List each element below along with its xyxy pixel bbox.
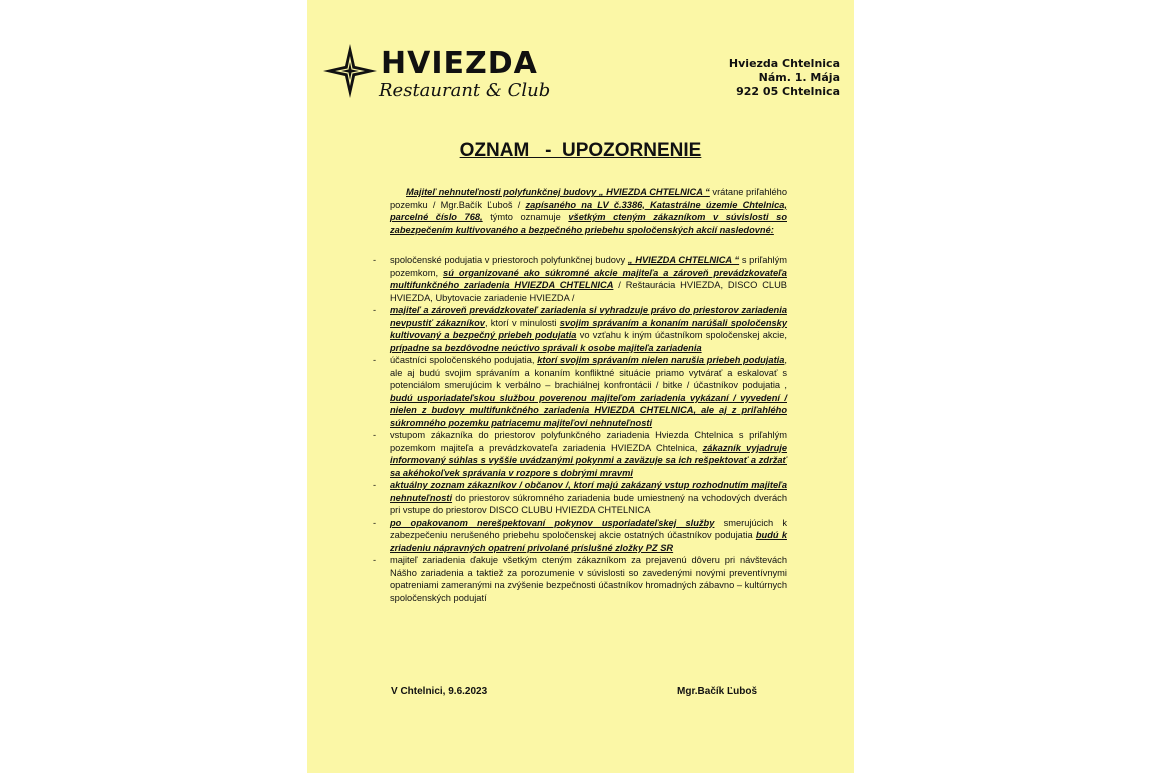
logo-subtitle: Restaurant & Club	[379, 80, 551, 101]
emphasized-text: Majiteľ nehnuteľnosti polyfunkčnej budovy „ HVIEZDA CHTELNICA “	[406, 187, 710, 197]
address-block	[729, 57, 840, 99]
list-item	[390, 354, 787, 429]
body-text: smerujúcich k zabezpečeniu nerušeného priebehu spoločenskej akcie ostatných účastníkov podujatia	[390, 517, 787, 540]
notice-list	[390, 254, 787, 604]
notice-body	[390, 186, 787, 604]
emphasized-text: „ HVIEZDA CHTELNICA “	[627, 255, 740, 265]
emphasized-text: prípadne sa bezdôvodne neúctivo správali k osobe majiteľa zariadenia	[390, 342, 702, 353]
emphasized-text: všetkým cteným zákazníkom v súvislosti so zabezpečením kultivovaného a bezpečného priebehu spoločenských akcií nasledovné:	[390, 212, 787, 235]
address-line: Hviezda Chtelnica	[728, 57, 840, 70]
emphasized-text: zapísaného na LV č.3386, Katastrálne územie Chtelnica, parcelné číslo 768,	[390, 199, 788, 222]
intro-paragraph	[390, 186, 787, 236]
document-page	[307, 0, 854, 773]
address-line: 922 05 Chtelnica	[736, 85, 840, 98]
notice-title: OZNAM - UPOZORNENIE	[459, 140, 702, 161]
body-text: vo vzťahu k iným účastníkom spoločenskej akcie,	[576, 330, 788, 340]
emphasized-text: svojim správaním a konaním narúšali spoločensky kultivovaný a bezpečný priebeh podujatia	[390, 317, 788, 340]
signature: Mgr.Bačík Ľuboš	[677, 686, 758, 697]
body-text: / Reštaurácia HVIEZDA, DISCO CLUB HVIEZDA, Ubytovacie zariadenie HVIEZDA /	[390, 280, 787, 303]
body-text: vrátane priľahlého pozemku / Mgr.Bačík Ľuboš /	[390, 187, 788, 210]
body-text: týmto oznamuje	[482, 212, 569, 222]
body-text: vstupom zákazníka do priestorov polyfunkčného zariadenia Hviezda Chtelnica s priľahlým pozemkom majiteľa a prevádzkovateľa zariadenia HVIEZDA Chtelnica,	[390, 430, 787, 453]
emphasized-text: ktorí svojim správaním nielen narušia priebeh podujatia	[537, 355, 785, 365]
emphasized-text: aktuálny zoznam zákazníkov / občanov /, ktorí majú zakázaný vstup rozhodnutím majiteľa nehnuteľnosti	[390, 480, 787, 503]
emphasized-text: zákazník vyjadruje informovaný súhlas s vyššie uvádzanými pokynmi a zaväzuje sa ich rešpektovať a zdržať sa akéhokoľvek správania v rozpore s dobrými mravmi	[390, 442, 788, 478]
emphasized-text: majiteľ a zároveň prevádzkovateľ zariadenia si vyhradzuje právo do priestorov zariadenia nevpustiť zákazníkov	[390, 305, 787, 328]
body-text: účastníci spoločenského podujatia,	[390, 355, 538, 365]
body-text: , ale aj budú svojim správaním a konaním konfliktné situácie priamo vytvárať a eskalovať s potenciálom smerujúcim k verbálno – brachiálnej konfrontácii / bitke / účastníkov podujatia ,	[390, 355, 788, 390]
body-text: , ktorí v minulosti	[484, 317, 560, 328]
star-icon	[321, 42, 379, 100]
address-line: Nám. 1. Mája	[758, 71, 840, 84]
logo	[321, 42, 581, 108]
body-text: do priestorov súkromného zariadenia bude umiestnený na vchodových dverách pri vstupe do priestorov DISCO CLUBU HVIEZDA CHTELNICA	[390, 492, 787, 515]
body-text: s priľahlým pozemkom,	[390, 255, 788, 278]
list-item	[390, 429, 787, 479]
logo-name: HVIEZDA	[381, 46, 538, 81]
list-item	[390, 517, 787, 555]
list-item	[390, 479, 787, 517]
emphasized-text: budú k zriadeniu nápravných opatrení privolané príslušné zložky PZ SR	[390, 530, 787, 553]
emphasized-text: po opakovanom nerešpektovaní pokynov usporiadateľskej služby	[390, 517, 715, 528]
emphasized-text: sú organizované ako súkromné akcie majiteľa a zároveň prevádzkovateľa multifunkčného zariadenia HVIEZDA CHTELNICA	[390, 267, 787, 290]
emphasized-text: budú usporiadateľskou službou poverenou majiteľom zariadenia vykázaní / vyvedení / nielen z budovy multifunkčného zariadenia HVIEZDA CHTELNICA, ale aj z priľahlého súkromného pozemku patriacemu majiteľovi nehnuteľnosti	[390, 392, 787, 428]
body-text: spoločenské podujatia v priestoroch polyfunkčnej budovy	[390, 255, 628, 265]
place-date: V Chtelnici, 9.6.2023	[391, 686, 488, 697]
list-item	[390, 254, 787, 304]
body-text: majiteľ zariadenia ďakuje všetkým cteným zákazníkom za prejavenú dôveru pri návštevách Nášho zariadenia a taktiež za porozumenie v súvislosti so zavedenými novými preventívnymi opatreniami zameranými na zvýšenie bezpečnosti účastníkov hromadných zábavno – kultúrnych spoločenských podujatí	[390, 555, 787, 603]
list-item	[390, 554, 787, 604]
list-item	[390, 304, 787, 354]
